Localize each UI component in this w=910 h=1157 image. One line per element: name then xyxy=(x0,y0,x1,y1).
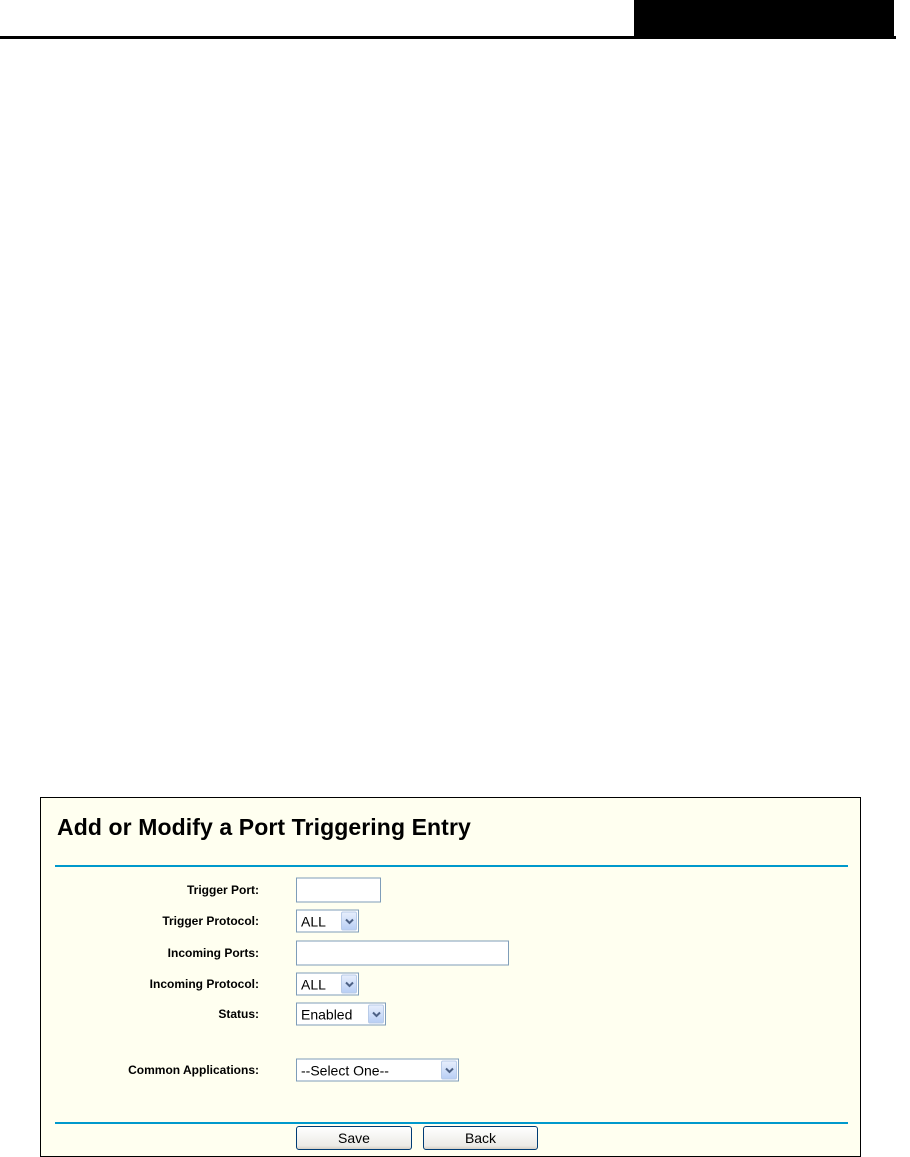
trigger-port-label: Trigger Port: xyxy=(186,883,259,897)
common-applications-row xyxy=(41,1057,860,1083)
title-divider xyxy=(55,865,848,867)
chevron-down-icon[interactable] xyxy=(441,1061,457,1080)
status-select[interactable] xyxy=(296,1003,386,1026)
trigger-port-row xyxy=(41,877,860,903)
status-label: Status: xyxy=(218,1007,259,1021)
chevron-down-icon[interactable] xyxy=(368,1005,384,1024)
incoming-protocol-label: Incoming Protocol: xyxy=(149,977,259,991)
page-title: Add or Modify a Port Triggering Entry xyxy=(57,814,471,840)
document-header-block xyxy=(634,0,896,38)
common-applications-select[interactable] xyxy=(296,1059,459,1082)
incoming-ports-label: Incoming Ports: xyxy=(167,946,259,960)
incoming-ports-input[interactable] xyxy=(296,941,509,966)
port-triggering-panel xyxy=(40,797,861,1157)
common-applications-selected: --Select One-- xyxy=(301,1062,389,1078)
chevron-down-icon[interactable] xyxy=(341,975,357,994)
incoming-protocol-row xyxy=(41,971,860,997)
incoming-ports-row xyxy=(41,940,860,966)
status-row xyxy=(41,1001,860,1027)
document-header-tick xyxy=(894,0,896,38)
back-button[interactable]: Back xyxy=(423,1126,538,1150)
trigger-protocol-selected: ALL xyxy=(301,913,326,929)
status-selected: Enabled xyxy=(301,1006,353,1022)
document-header-rule xyxy=(0,36,896,39)
trigger-protocol-row xyxy=(41,908,860,934)
incoming-protocol-select[interactable] xyxy=(296,973,359,996)
common-applications-label: Common Applications: xyxy=(128,1063,259,1077)
chevron-down-icon[interactable] xyxy=(341,912,357,931)
footer-divider xyxy=(55,1122,848,1124)
trigger-protocol-select[interactable] xyxy=(296,910,359,933)
trigger-protocol-label: Trigger Protocol: xyxy=(162,914,259,928)
incoming-protocol-selected: ALL xyxy=(301,976,326,992)
save-button[interactable]: Save xyxy=(296,1126,412,1150)
trigger-port-input[interactable] xyxy=(296,878,381,903)
